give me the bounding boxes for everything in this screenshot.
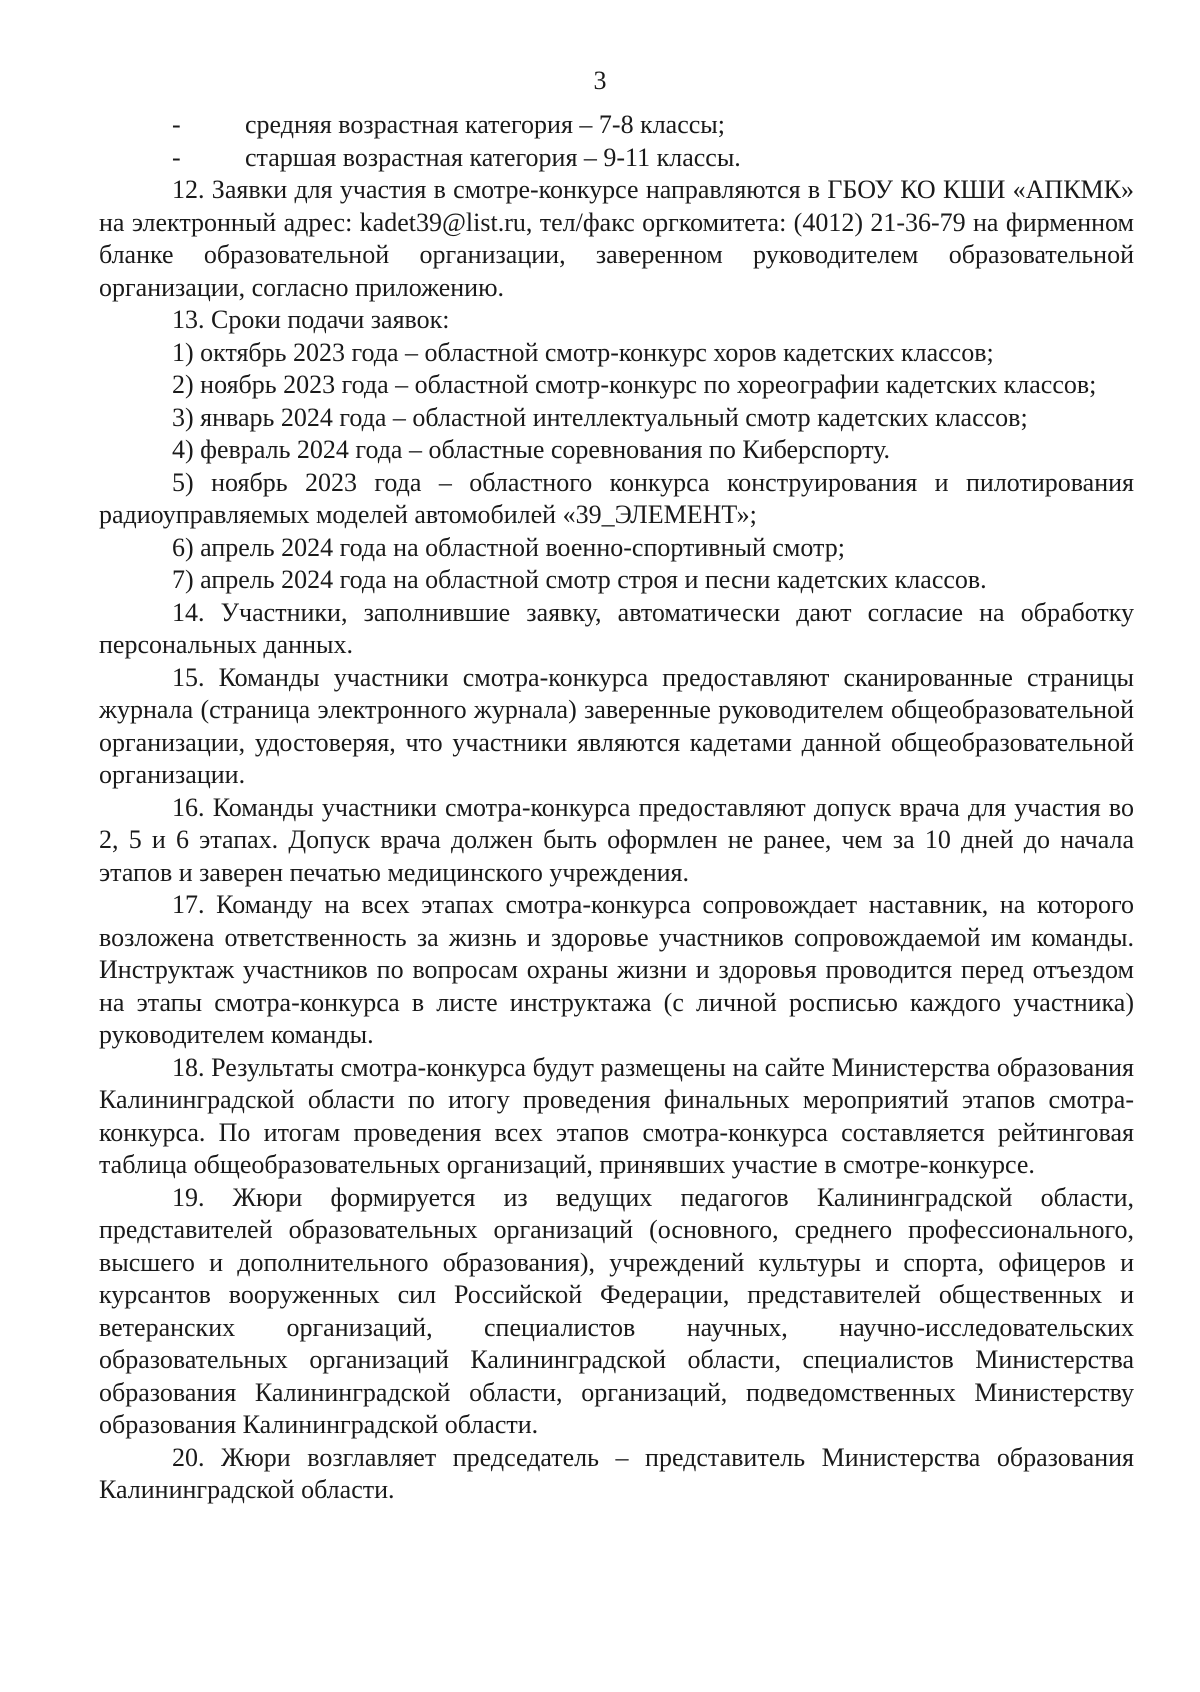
deadline-item-4: 4) февраль 2024 года – областные соревнования по Киберспорту.	[172, 435, 891, 464]
list-item-age-senior	[99, 142, 1134, 175]
paragraph-16: 16. Команды участники смотра-конкурса предоставляют допуск врача для участия во 2, 5 и 6 этапах. Допуск врача должен быть оформлен не ранее, чем за 10 дней до начала этапов и заверен печатью медицинского учреждения.	[99, 792, 1134, 887]
paragraph-19: 19. Жюри формируется из ведущих педагогов Калининградской области, представителей образовательных организаций (основного, среднего профессионального, высшего и дополнительного образования), учреждений культуры и спорта, офицеров и курсантов вооруженных сил Российской Федерации, представителей общественных и ветеранских организаций, специалистов научных, научно-исследовательских образовательных организаций Калининградской области, специалистов Министерства образования Калининградской области, организаций, подведомственных Министерству образования Калининградской области.	[99, 1182, 1134, 1439]
list-item-text: средняя возрастная категория – 7-8 классы;	[245, 110, 725, 139]
deadline-item-2: 2) ноябрь 2023 года – областной смотр-конкурс по хореографии кадетских классов;	[172, 370, 1097, 399]
paragraph-13: 13. Сроки подачи заявок:	[172, 305, 450, 334]
paragraph-18: 18. Результаты смотра-конкурса будут размещены на сайте Министерства образования Калининградской области по итогу проведения финальных мероприятий этапов смотра-конкурса. По итогам проведения всех этапов смотра-конкурса составляется рейтинговая таблица общеобразовательных организаций, принявших участие в смотре-конкурсе.	[99, 1052, 1134, 1179]
paragraph-17: 17. Команду на всех этапах смотра-конкурса сопровождает наставник, на которого возложена ответственность за жизнь и здоровье участников сопровождаемой им команды. Инструктаж участников по вопросам охраны жизни и здоровья проводится перед отъездом на этапы смотра-конкурса в листе инструктажа (с личной росписью каждого участника) руководителем команды.	[99, 890, 1134, 1049]
paragraph-12: 12. Заявки для участия в смотре-конкурсе направляются в ГБОУ КО КШИ «АПКМК» на электронный адрес: kadet39@list.ru, тел/факс оргкомитета: (4012) 21-36-79 на фирменном бланке образовательной организации, заверенном руководителем образовательной организации, согласно приложению.	[99, 175, 1134, 302]
deadline-item-3: 3) январь 2024 года – областной интеллектуальный смотр кадетских классов;	[172, 402, 1028, 432]
list-item-age-middle	[99, 109, 1134, 142]
dash-marker: -	[172, 142, 181, 172]
paragraph-20: 20. Жюри возглавляет председатель – представитель Министерства образования Калининградской области.	[99, 1442, 1134, 1504]
dash-marker: -	[172, 110, 181, 139]
paragraph-15: 15. Команды участники смотра-конкурса предоставляют сканированные страницы журнала (страница электронного журнала) заверенные руководителем общеобразовательной организации, удостоверяя, что участники являются кадетами данной общеобразовательной организации.	[99, 662, 1134, 789]
document-body	[99, 109, 1134, 1507]
deadline-item-5: 5) ноябрь 2023 года – областного конкурса конструирования и пилотирования радиоуправляемых моделей автомобилей «39_ЭЛЕМЕНТ»;	[99, 467, 1134, 529]
page-number: 3	[593, 66, 607, 95]
deadline-item-1: 1) октябрь 2023 года – областной смотр-конкурс хоров кадетских классов;	[172, 337, 994, 367]
deadline-item-6: 6) апрель 2024 года на областной военно-спортивный смотр;	[172, 532, 845, 562]
paragraph-14: 14. Участники, заполнившие заявку, автоматически дают согласие на обработку персональных данных.	[99, 597, 1134, 659]
list-item-text: старшая возрастная категория – 9-11 классы.	[245, 142, 741, 172]
deadline-item-7: 7) апрель 2024 года на областной смотр строя и песни кадетских классов.	[172, 565, 987, 594]
